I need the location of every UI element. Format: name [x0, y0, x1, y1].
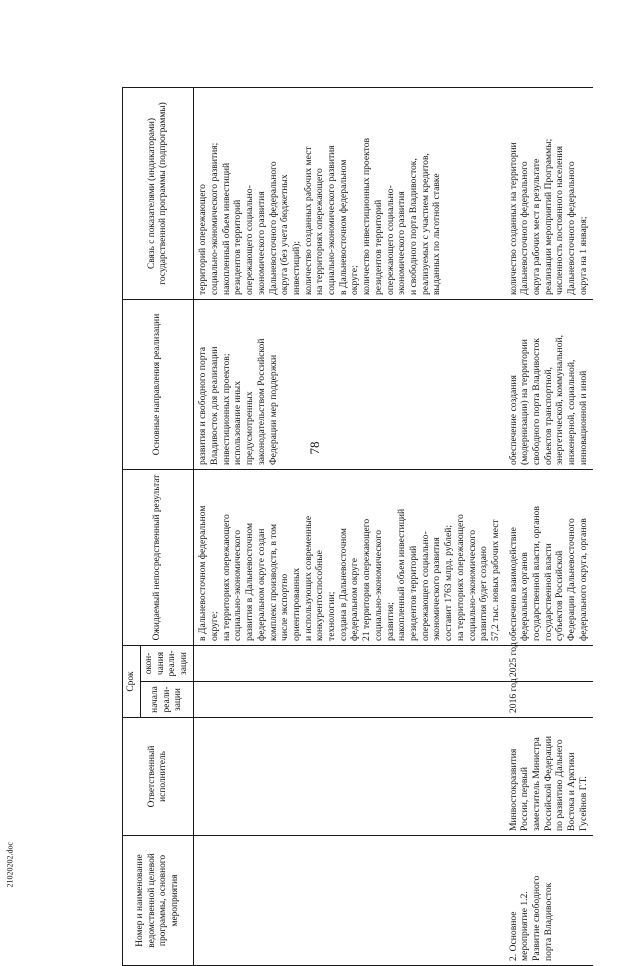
- landscape-page: [122, 88, 612, 966]
- page-number: 78: [307, 441, 322, 455]
- cell-link: количество созданных на территории Дальневосточного федерального округа рабочих мест в результате реализации мероприятий Программы; численность постоянного населения Дальневосточного федерального округа на 1 января;: [505, 88, 593, 300]
- cell-executor: [194, 718, 505, 836]
- header-executor: Ответственный исполнитель: [123, 718, 194, 836]
- table-row: [505, 88, 593, 966]
- cell-end: [194, 646, 505, 682]
- header-start: начала реали-зации: [141, 682, 194, 718]
- cell-end: 2025 год: [505, 646, 593, 682]
- header-row: [123, 88, 141, 966]
- cell-directions: развития и свободного порта Владивосток для реализации инвестиционных проектов; использование иных предусмотренных законодательством Российской Федерации мер поддержки: [194, 300, 505, 470]
- cell-link: территорий опережающего социально-экономического развития; накопленный объем инвестиций резидентов территорий опережающего социально- экономического развития Дальневосточного федерального округа (без учета бюджетных инвестиций); количество созданных рабочих мест на территориях опережающего социально-экономического развития в Дальневосточном федеральном округе; количество инвестиционных проектов резидентов территорий опережающего социально- экономического развития и свободного порта Владивосток, реализуемых с участием кредитов, выданных по льготной ставке: [194, 88, 505, 300]
- table-row: [194, 88, 505, 966]
- header-name: Номер и наименование ведомственной целевой программы, основного мероприятия: [123, 836, 194, 966]
- header-term: Срок: [123, 646, 141, 718]
- cell-result: обеспечено взаимодействие федеральных органов государственной власти, органов государственной власти субъектов Российской Федерации Дальневосточного федерального округа, органов: [505, 470, 593, 646]
- cell-directions: обеспечение создания (модернизации) на территории свободного порта Владивосток объектов транспортной, энергетической, коммунальной, инженерной, социальной, инновационной и иной: [505, 300, 593, 470]
- file-label: 21020202.doc: [5, 841, 15, 888]
- cell-name: 2. Основное мероприятие 1.2. Развитие свободного порта Владивосток: [505, 836, 593, 966]
- cell-executor: Минвостокразвития России, первый заместитель Министра Российской Федерации по развитию Дальнего Востока и Арктики Гусейнов Г.Т.: [505, 718, 593, 836]
- cell-result: в Дальневосточном федеральном округе; на территориях опережающего социально-экономического развития в Дальневосточном федеральном округе создан комплекс производств, в том числе экспортно ориентированных и использующих современные конкурентоспособные технологии; создана в Дальневосточном федеральном округе 21 территория опережающего социально-экономического развития; накопленный объем инвестиций резидентов территорий опережающего социально- экономического развития составит 1763 млрд. рублей; на территориях опережающего социально-экономического развития будет создано 57,2 тыс. новых рабочих мест: [194, 470, 505, 646]
- cell-start: [194, 682, 505, 718]
- cell-start: 2016 год: [505, 682, 593, 718]
- cell-name: [194, 836, 505, 966]
- header-directions: Основные направления реализации: [123, 300, 194, 470]
- program-table: [122, 87, 593, 966]
- header-end: окон-чания реали-зации: [141, 646, 194, 682]
- header-result: Ожидаемый непосредственный результат: [123, 470, 194, 646]
- header-link: Связь с показателями (индикаторами) государственной программы (подпрограммы): [123, 88, 194, 300]
